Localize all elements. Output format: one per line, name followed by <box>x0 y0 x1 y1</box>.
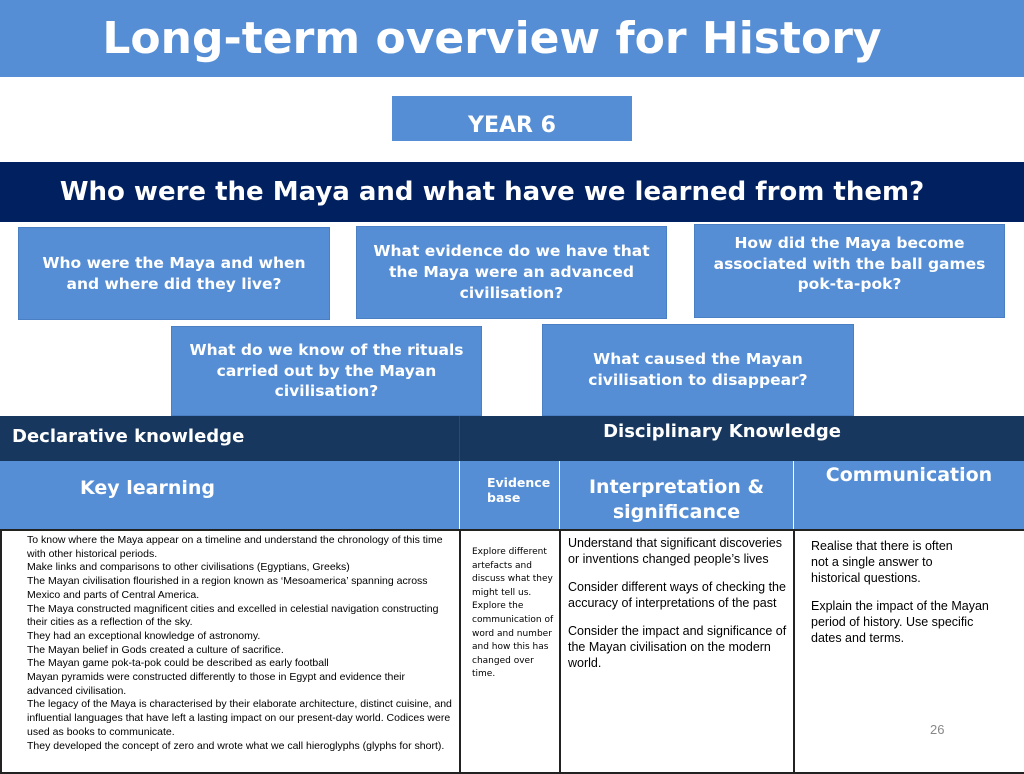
key-learning-header: Key learning <box>0 461 460 529</box>
interpretation-cell <box>561 529 795 774</box>
evidence-cell: Explore different artefacts and discuss what they might tell us. Explore the communication of word and number and how this has changed over time. <box>461 529 561 774</box>
communication-header: Communication <box>794 461 1024 529</box>
question-box: What do we know of the rituals carried out by the Mayan civilisation? <box>171 326 482 416</box>
key-learning-item: The Mayan civilisation flourished in a region known as ‘Mesoamerica’ spanning across Mexico and parts of Central America. <box>27 575 428 601</box>
year-label: YEAR 6 <box>392 96 632 141</box>
communication-item: Realise that there is often not a single answer to historical questions. <box>811 539 953 585</box>
declarative-knowledge-header: Declarative knowledge <box>0 416 460 461</box>
main-question: Who were the Maya and what have we learned from them? <box>0 162 1024 222</box>
key-learning-item: The Mayan belief in Gods created a culture of sacrifice. <box>27 643 284 656</box>
question-box: How did the Maya become associated with the ball games pok-ta-pok? <box>694 224 1005 318</box>
question-box: What caused the Mayan civilisation to disappear? <box>542 324 854 416</box>
page-title: Long-term overview for History <box>0 0 1024 77</box>
interpretation-header: Interpretation & significance <box>560 461 794 529</box>
key-learning-item: Mayan pyramids were constructed differently to those in Egypt and evidence their advanced civilisation. <box>27 671 406 697</box>
key-learning-cell <box>0 529 461 774</box>
key-learning-item: Make links and comparisons to other civilisations (Egyptians, Greeks) <box>27 561 350 574</box>
question-box: Who were the Maya and when and where did they live? <box>18 227 330 320</box>
key-learning-item: The Mayan game pok-ta-pok could be described as early football <box>27 657 329 670</box>
communication-cell <box>795 529 1024 774</box>
question-box: What evidence do we have that the Maya were an advanced civilisation? <box>356 226 667 319</box>
interpretation-item: Consider the impact and significance of the Mayan civilisation on the modern world. <box>568 624 787 670</box>
key-learning-item: To know where the Maya appear on a timeline and understand the chronology of this time with other historical periods. <box>27 534 443 560</box>
key-learning-item: They had an exceptional knowledge of astronomy. <box>27 629 261 642</box>
key-learning-item: The Maya constructed magnificent cities and excelled in celestial navigation constructing their cities as a reflection of the sky. <box>27 602 439 629</box>
key-learning-item: They developed the concept of zero and wrote what we call hieroglyphs (glyphs for short). <box>27 739 445 752</box>
evidence-base-header: Evidence base <box>460 461 560 529</box>
communication-item: Explain the impact of the Mayan period of history. Use specific dates and terms. <box>811 599 989 645</box>
key-learning-item: The legacy of the Maya is characterised by their elaborate architecture, distinct cuisine, and influential languages that have left a lasting impact on our present-day world. Codices were used as books to communicate. <box>27 698 452 738</box>
disciplinary-knowledge-header: Disciplinary Knowledge <box>460 416 1024 461</box>
interpretation-item: Consider different ways of checking the accuracy of interpretations of the past <box>568 580 786 610</box>
page-number: 26 <box>930 722 945 737</box>
interpretation-item: Understand that significant discoveries or inventions changed people’s lives <box>568 536 783 566</box>
